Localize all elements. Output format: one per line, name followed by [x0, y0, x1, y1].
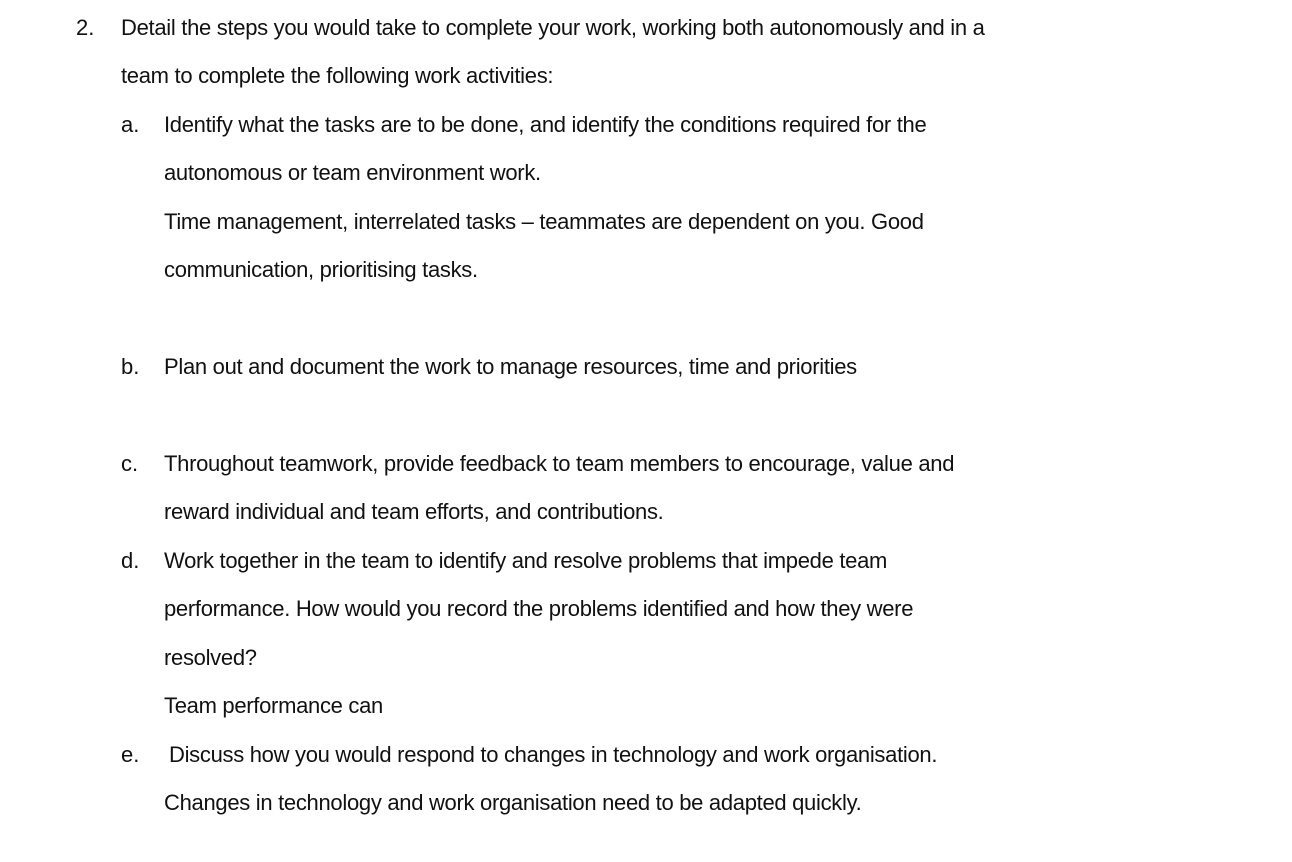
- item-d-prompt-line: performance. How would you record the problems identified and how they were: [164, 596, 914, 621]
- item-marker-c: c.: [121, 451, 139, 476]
- item-c-prompt-line: reward individual and team efforts, and contributions.: [164, 499, 664, 524]
- item-c-prompt-line: Throughout teamwork, provide feedback to team members to encourage, value and: [164, 451, 955, 476]
- item-marker-e: e.: [121, 742, 140, 767]
- item-d-prompt-line: resolved?: [164, 645, 257, 670]
- item-e-prompt-line: Discuss how you would respond to changes in technology and work organisation.: [169, 742, 938, 767]
- question-text-line: team to complete the following work activities:: [121, 63, 554, 88]
- item-marker-d: d.: [121, 548, 140, 573]
- question-text-line: Detail the steps you would take to complete your work, working both autonomously and in a: [121, 15, 985, 40]
- item-b-prompt-line: Plan out and document the work to manage resources, time and priorities: [164, 354, 857, 379]
- item-d-answer-line: Team performance can: [164, 693, 383, 718]
- item-a-answer-line: Time management, interrelated tasks – teammates are dependent on you. Good: [164, 209, 924, 234]
- item-a-prompt-line: Identify what the tasks are to be done, and identify the conditions required for the: [164, 112, 927, 137]
- item-d-prompt-line: Work together in the team to identify and resolve problems that impede team: [164, 548, 888, 573]
- item-a-answer-line: communication, prioritising tasks.: [164, 257, 478, 282]
- item-e-answer-line: Changes in technology and work organisation need to be adapted quickly.: [164, 790, 862, 815]
- item-a-prompt-line: autonomous or team environment work.: [164, 160, 541, 185]
- item-marker-a: a.: [121, 112, 140, 137]
- item-marker-b: b.: [121, 354, 140, 379]
- question-number: 2.: [76, 15, 95, 40]
